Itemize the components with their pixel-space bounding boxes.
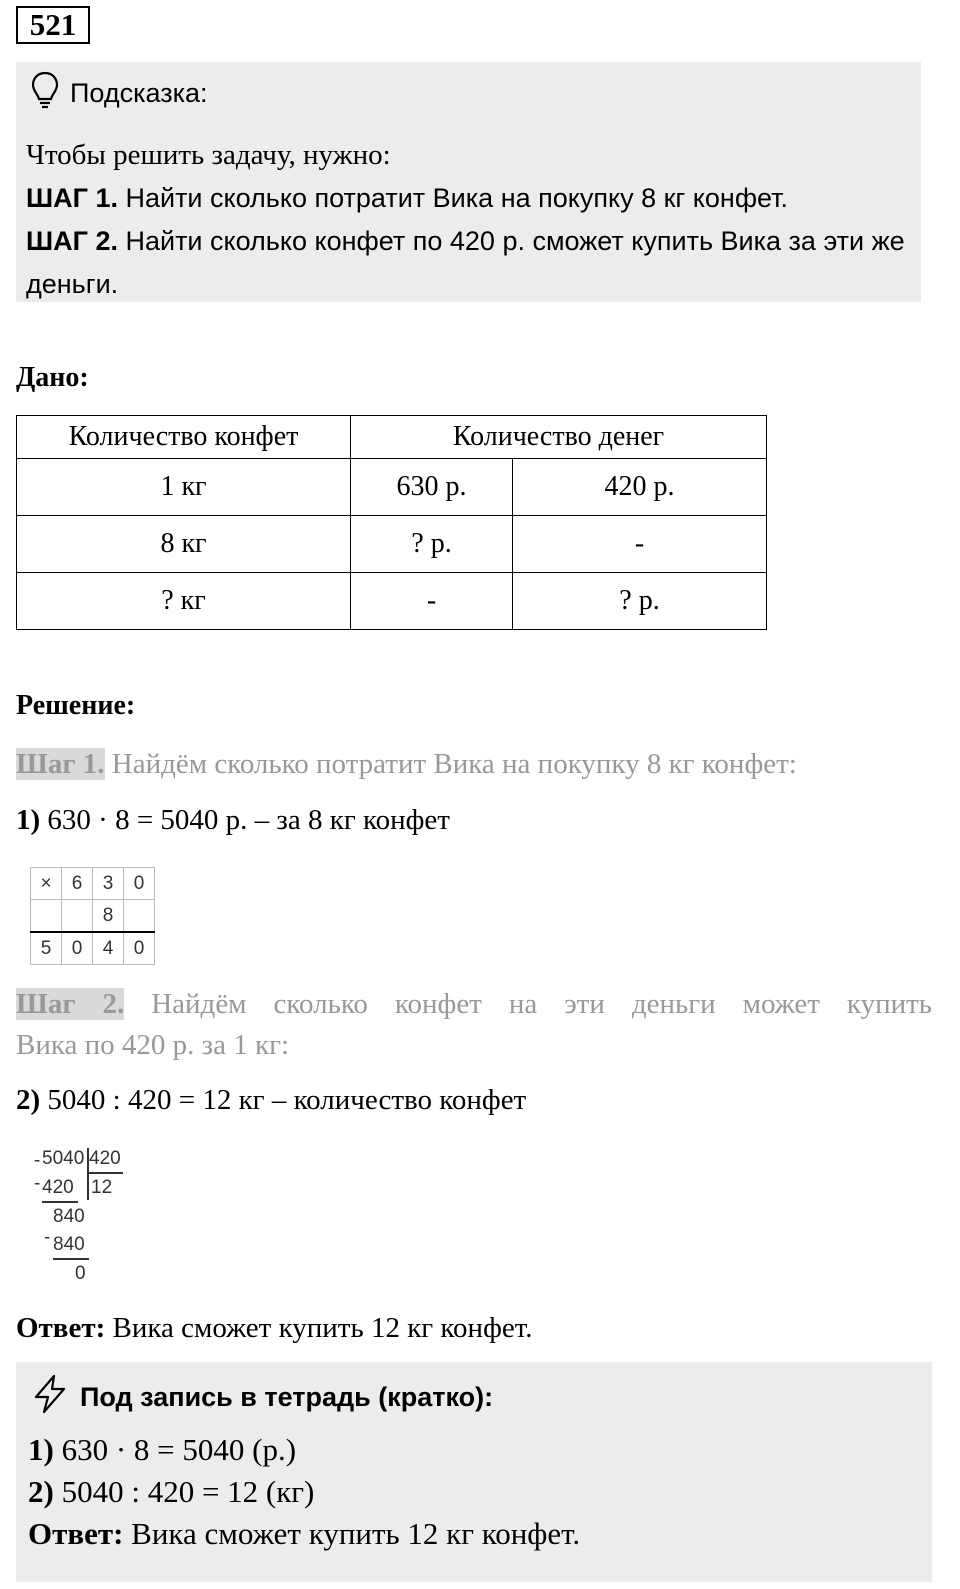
notebook-line-1-text: 630 · 8 = 5040 (р.) — [53, 1432, 297, 1467]
division-subtrahend-1: 420 — [42, 1177, 74, 1198]
grid-cell: 0 — [62, 932, 93, 965]
solution-step-2 — [16, 984, 932, 1066]
table-row — [17, 516, 767, 573]
table-cell: ? р. — [513, 573, 767, 630]
calc-1-number: 1) — [16, 804, 41, 836]
grid-cell: 3 — [93, 868, 124, 900]
notebook-title: Под запись в тетрадь (кратко): — [80, 1382, 494, 1412]
hint-header — [30, 70, 208, 117]
division-minus: - — [44, 1227, 51, 1248]
table-cell: - — [351, 573, 513, 630]
hint-step-2 — [26, 220, 916, 306]
hint-step-1-label: ШАГ 1. — [26, 183, 118, 213]
notebook-box — [16, 1362, 932, 1582]
notebook-line-2-text: 5040 : 420 = 12 (кг) — [53, 1474, 315, 1509]
division-subtrahend-2: 840 — [53, 1234, 85, 1255]
notebook-line-2-number: 2) — [28, 1474, 54, 1509]
hint-intro: Чтобы решить задачу, нужно: — [26, 139, 391, 171]
notebook-line-1-number: 1) — [28, 1432, 54, 1467]
grid-cell — [31, 900, 62, 933]
notebook-line-2 — [28, 1474, 314, 1510]
division-line — [53, 1258, 89, 1260]
grid-cell: × — [31, 868, 62, 900]
calc-1-text: 630 · 8 = 5040 р. – за 8 кг конфет — [40, 804, 450, 836]
grid-cell: 5 — [31, 932, 62, 965]
hint-step-2-label: ШАГ 2. — [26, 226, 118, 256]
division-divisor: 420 — [89, 1148, 121, 1169]
answer-text: Вика сможет купить 12 кг конфет. — [105, 1312, 533, 1344]
division-minus: - — [34, 1150, 41, 1171]
lightbulb-icon — [30, 70, 60, 117]
division-quotient: 12 — [91, 1177, 113, 1198]
solution-step-1 — [16, 746, 797, 782]
notebook-answer — [28, 1516, 580, 1552]
given-table — [16, 415, 767, 630]
notebook-header — [30, 1374, 493, 1421]
notebook-line-1 — [28, 1432, 296, 1468]
given-label: Дано: — [16, 362, 89, 393]
calc-2-number: 2) — [16, 1084, 41, 1116]
grid-cell: 6 — [62, 868, 93, 900]
lightning-icon — [30, 1374, 70, 1421]
answer-label: Ответ: — [16, 1312, 106, 1344]
table-cell: - — [513, 516, 767, 573]
division-vertical-line — [87, 1148, 89, 1200]
table-cell: ? р. — [351, 516, 513, 573]
table-cell: 8 кг — [17, 516, 351, 573]
calc-1 — [16, 802, 450, 838]
division-minus: - — [34, 1173, 41, 1194]
division-remainder-1: 840 — [53, 1206, 85, 1227]
hint-body — [26, 134, 916, 306]
table-header-row — [17, 416, 767, 459]
table-header-cell: Количество денег — [351, 416, 767, 459]
grid-cell: 8 — [93, 900, 124, 933]
hint-title: Подсказка: — [70, 78, 208, 108]
notebook-answer-label: Ответ: — [28, 1516, 124, 1551]
table-cell: 420 р. — [513, 459, 767, 516]
step-2-text-line-1: Найдём сколько конфет на эти деньги может купить — [124, 988, 933, 1020]
answer — [16, 1310, 532, 1346]
grid-cell — [62, 900, 93, 933]
table-row — [17, 573, 767, 630]
step-2-label: Шаг 2. — [16, 988, 125, 1020]
notebook-answer-text: Вика сможет купить 12 кг конфет. — [123, 1516, 581, 1551]
table-row — [17, 459, 767, 516]
hint-step-1-text: Найти сколько потратит Вика на покупку 8 кг конфет. — [117, 183, 789, 213]
long-division — [36, 1148, 156, 1288]
table-header-cell: Количество конфет — [17, 416, 351, 459]
calc-2 — [16, 1082, 526, 1118]
table-cell: 630 р. — [351, 459, 513, 516]
table-cell: 1 кг — [17, 459, 351, 516]
table-cell: ? кг — [17, 573, 351, 630]
division-divisor-line — [87, 1172, 123, 1174]
division-remainder-2: 0 — [75, 1263, 86, 1284]
step-2-text-line-2: Вика по 420 р. за 1 кг: — [16, 1029, 290, 1061]
grid-cell: 4 — [93, 932, 124, 965]
step-1-text: Найдём сколько потратит Вика на покупку 8 кг конфет: — [104, 748, 797, 780]
grid-cell: 0 — [124, 868, 155, 900]
hint-step-1 — [26, 177, 916, 220]
calc-2-text: 5040 : 420 = 12 кг – количество конфет — [40, 1084, 527, 1116]
hint-step-2-text: Найти сколько конфет по 420 р. сможет купить Вика за эти же деньги. — [26, 226, 905, 299]
hint-box — [16, 62, 921, 302]
division-line — [42, 1201, 78, 1203]
division-dividend: 5040 — [42, 1148, 85, 1169]
grid-cell — [124, 900, 155, 933]
solution-label: Решение: — [16, 690, 136, 721]
task-number: 521 — [16, 6, 90, 44]
grid-cell: 0 — [124, 932, 155, 965]
multiplication-grid — [30, 867, 155, 965]
step-1-label: Шаг 1. — [16, 748, 105, 780]
